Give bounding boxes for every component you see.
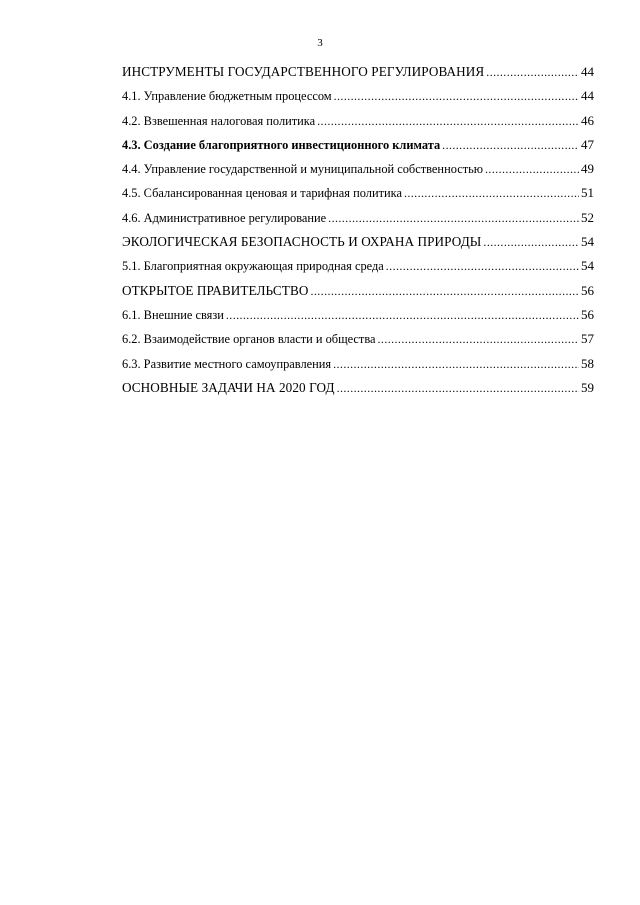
toc-entry-page: 54 — [581, 258, 594, 274]
toc-entry-label: ОСНОВНЫЕ ЗАДАЧИ НА 2020 ГОД — [122, 379, 335, 395]
toc-entry[interactable] — [122, 352, 594, 376]
toc-entry-label: ОТКРЫТОЕ ПРАВИТЕЛЬСТВО — [122, 282, 309, 298]
toc-entry-page: 56 — [581, 282, 594, 298]
toc-entry[interactable] — [122, 60, 594, 84]
toc-entry-page: 56 — [581, 306, 594, 322]
toc-entry[interactable] — [122, 254, 594, 278]
toc-dot-leader — [333, 352, 579, 376]
toc-entry-label: 4.4. Управление государственной и муниципальной собственностью — [122, 162, 484, 177]
page-number: 3 — [317, 37, 323, 49]
table-of-contents — [122, 60, 594, 400]
toc-entry-page: 52 — [581, 209, 594, 225]
toc-dot-leader — [404, 181, 579, 205]
toc-entry-label: 4.5. Сбалансированная ценовая и тарифная политика — [122, 186, 402, 201]
toc-dot-leader — [483, 230, 579, 254]
toc-entry-label: 6.3. Развитие местного самоуправления — [122, 356, 332, 371]
toc-dot-leader — [328, 206, 579, 230]
toc-entry-label: ИНСТРУМЕНТЫ ГОСУДАРСТВЕННОГО РЕГУЛИРОВАНИЯ — [122, 64, 485, 79]
toc-entry-page: 49 — [581, 161, 594, 177]
toc-dot-leader — [337, 376, 579, 400]
toc-entry-label: 5.1. Благоприятная окружающая природная среда — [122, 259, 384, 274]
toc-dot-leader — [386, 254, 579, 278]
toc-entry-label: ЭКОЛОГИЧЕСКАЯ БЕЗОПАСНОСТЬ И ОХРАНА ПРИРОДЫ — [122, 234, 482, 250]
toc-entry-page: 59 — [581, 379, 594, 395]
toc-dot-leader — [334, 84, 579, 108]
toc-entry[interactable] — [122, 303, 594, 327]
toc-entry-page: 58 — [581, 355, 594, 371]
toc-entry-label: 6.1. Внешние связи — [122, 307, 224, 322]
toc-dot-leader — [226, 303, 579, 327]
toc-dot-leader — [378, 327, 579, 351]
toc-entry[interactable] — [122, 327, 594, 351]
toc-entry[interactable] — [122, 181, 594, 205]
toc-dot-leader — [485, 157, 579, 181]
toc-dot-leader — [442, 133, 579, 157]
toc-entry-page: 51 — [581, 185, 594, 201]
toc-dot-leader — [317, 109, 579, 133]
toc-entry-label: 4.6. Административное регулирование — [122, 210, 327, 225]
toc-entry[interactable] — [122, 206, 594, 230]
toc-entry[interactable] — [122, 279, 594, 303]
toc-entry-page: 46 — [581, 112, 594, 128]
toc-entry-label: 4.2. Взвешенная налоговая политика — [122, 113, 316, 128]
toc-entry-page: 47 — [581, 136, 594, 152]
toc-entry[interactable] — [122, 109, 594, 133]
toc-entry-page: 44 — [581, 88, 594, 104]
toc-entry-page: 54 — [581, 234, 594, 250]
toc-entry[interactable] — [122, 84, 594, 108]
toc-entry[interactable] — [122, 230, 594, 254]
toc-dot-leader — [310, 279, 579, 303]
toc-entry[interactable] — [122, 133, 594, 157]
toc-entry-label: 4.1. Управление бюджетным процессом — [122, 89, 332, 104]
toc-entry-page: 57 — [581, 331, 594, 347]
toc-entry[interactable] — [122, 157, 594, 181]
toc-entry-page: 44 — [581, 64, 594, 79]
toc-entry-label: 6.2. Взаимодействие органов власти и общества — [122, 332, 376, 347]
toc-entry[interactable] — [122, 376, 594, 400]
toc-dot-leader — [486, 60, 579, 84]
toc-entry-label: 4.3. Создание благоприятного инвестиционного климата — [122, 137, 441, 152]
